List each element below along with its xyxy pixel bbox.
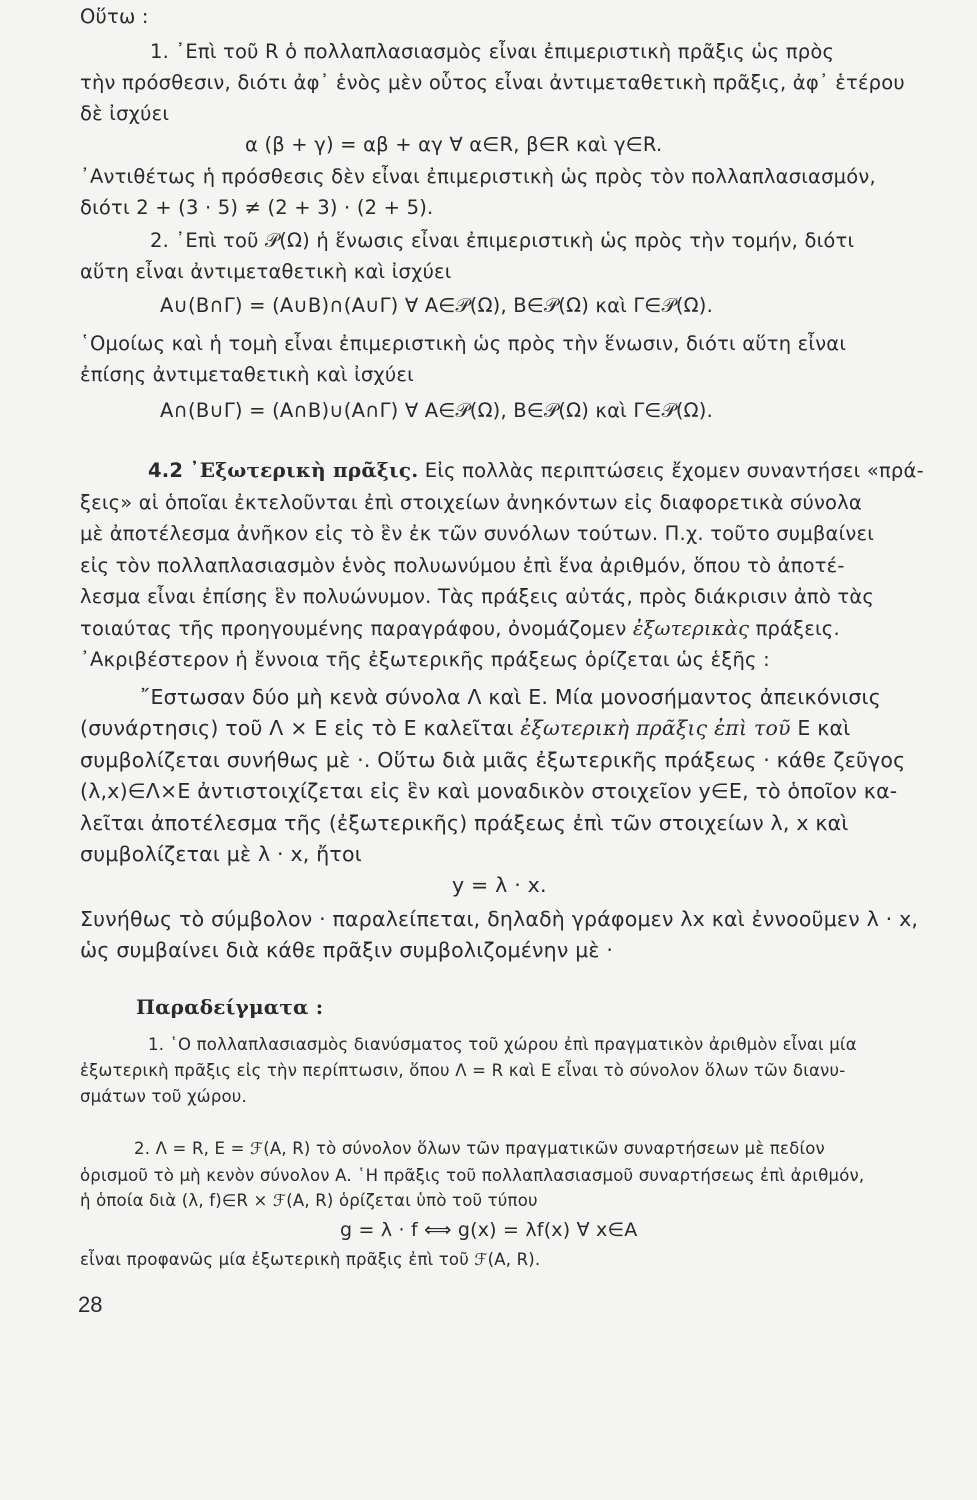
- para-5-line-5: λεσμα εἶναι ἐπίσης ἓν πολυώνυμον. Τὰς πράξεις αὐτάς, πρὸς διάκρισιν ἀπὸ τὰς: [80, 585, 875, 608]
- section-number: 4.2: [148, 459, 184, 482]
- example-2-end: εἶναι προφανῶς μία ἐξωτερικὴ πρᾶξις ἐπὶ τοῦ ℱ(A, R).: [80, 1250, 541, 1269]
- para-5-line-6-text: τοιαύτας τῆς προηγουμένης παραγράφου, ὀνομάζομεν: [80, 617, 627, 640]
- section-title: ᾽Εξωτερικὴ πρᾶξις.: [189, 458, 419, 482]
- example-2-line-2: ὁρισμοῦ τὸ μὴ κενὸν σύνολον A. ῾Η πρᾶξις τοῦ πολλαπλασιασμοῦ συναρτήσεως ἐπὶ ἀριθμόν,: [80, 1166, 865, 1185]
- examples-heading: Παραδείγματα :: [136, 995, 324, 1019]
- formula-2: A∪(B∩Γ) = (A∪B)∩(A∪Γ) ∀ A∈𝒫(Ω), B∈𝒫(Ω) καὶ Γ∈𝒫(Ω).: [160, 294, 713, 317]
- example-2-line-1: 2. Λ = R, Ε = ℱ(A, R) τὸ σύνολον ὅλων τῶν πραγματικῶν συναρτήσεων μὲ πεδίον: [134, 1139, 825, 1158]
- para-6-line-1: Συνήθως τὸ σύμβολον · παραλείπεται, δηλαδὴ γράφομεν λx καὶ ἐννοοῦμεν λ · x,: [80, 907, 919, 931]
- section-heading-line: [148, 455, 940, 486]
- definition-line-6: συμβολίζεται μὲ λ · x, ἤτοι: [80, 842, 362, 866]
- para-4-line-2: ἐπίσης ἀντιμεταθετικὴ καὶ ἰσχύει: [80, 363, 414, 386]
- para-3-line-1: 2. ᾽Επὶ τοῦ 𝒫(Ω) ἡ ἕνωσις εἶναι ἐπιμεριστικὴ ὡς πρὸς τὴν τομήν, διότι: [150, 229, 855, 252]
- para-1-line-1: 1. ᾽Επὶ τοῦ R ὁ πολλαπλασιασμὸς εἶναι ἐπιμεριστικὴ πρᾶξις ὡς πρὸς: [150, 40, 835, 63]
- para-5-line-3: μὲ ἀποτέλεσμα ἀνῆκον εἰς τὸ ἓν ἐκ τῶν συνόλων τούτων. Π.χ. τοῦτο συμβαίνει: [80, 522, 874, 545]
- definition-line-1: ῎Εστωσαν δύο μὴ κενὰ σύνολα Λ καὶ Ε. Μία μονοσήμαντος ἀπεικόνισις: [140, 685, 881, 709]
- para-5-line-2: ξεις» αἱ ὁποῖαι ἐκτελοῦνται ἐπὶ στοιχείων ἀνηκόντων εἰς διαφορετικὰ σύνολα: [80, 491, 862, 514]
- para-4-line-1: ῾Ομοίως καὶ ἡ τομὴ εἶναι ἐπιμεριστικὴ ὡς πρὸς τὴν ἕνωσιν, διότι αὕτη εἶναι: [80, 332, 847, 355]
- example-2-line-3: ἡ ὁποία διὰ (λ, f)∈R × ℱ(A, R) ὁρίζεται ὑπὸ τοῦ τύπου: [80, 1191, 538, 1210]
- formula-3: A∩(B∪Γ) = (A∩B)∪(A∩Γ) ∀ A∈𝒫(Ω), B∈𝒫(Ω) καὶ Γ∈𝒫(Ω).: [160, 399, 713, 422]
- term-external-operation: ἐξωτερικὴ πρᾶξις ἐπὶ τοῦ: [520, 716, 791, 740]
- definition-line-2-text: (συνάρτησις) τοῦ Λ × Ε εἰς τὸ Ε καλεῖται: [80, 716, 514, 740]
- para-5-line-4: εἰς τὸν πολλαπλασιασμὸν ἑνὸς πολυωνύμου ἐπὶ ἕνα ἀριθμόν, ὅπου τὸ ἀποτέ-: [80, 554, 845, 577]
- example-1-line-1: 1. ῾Ο πολλαπλασιασμὸς διανύσματος τοῦ χώρου ἐπὶ πραγματικὸν ἀριθμὸν εἶναι μία: [148, 1035, 857, 1054]
- para-5-line-6-end: πράξεις.: [755, 617, 840, 640]
- para-2-line-2: διότι 2 + (3 · 5) ≠ (2 + 3) · (2 + 5).: [80, 196, 434, 219]
- definition-line-2: [80, 713, 940, 743]
- para-3-line-2: αὕτη εἶναι ἀντιμεταθετικὴ καὶ ἰσχύει: [80, 260, 452, 283]
- definition-line-4: (λ,x)∈Λ×Ε ἀντιστοιχίζεται εἰς ἓν καὶ μοναδικὸν στοιχεῖον y∈Ε, τὸ ὁποῖον κα-: [80, 779, 898, 803]
- term-external: ἐξωτερικὰς: [632, 617, 750, 640]
- para-6-line-2: ὡς συμβαίνει διὰ κάθε πρᾶξιν συμβολιζομένην μὲ ·: [80, 938, 614, 962]
- example-1-line-3: σμάτων τοῦ χώρου.: [80, 1087, 247, 1106]
- formula-1: α (β + γ) = αβ + αγ ∀ α∈R, β∈R καὶ γ∈R.: [245, 133, 663, 156]
- section-text: Εἰς πολλὰς περιπτώσεις ἔχομεν συναντήσει «πρά-: [424, 459, 924, 482]
- formula-5: g = λ · f ⟺ g(x) = λf(x) ∀ x∈A: [340, 1219, 638, 1241]
- definition-line-2-end: Ε καὶ: [797, 716, 851, 740]
- example-1-line-2: ἐξωτερικὴ πρᾶξις εἰς τὴν περίπτωσιν, ὅπου Λ = R καὶ Ε εἶναι τὸ σύνολον ὅλων τῶν διανυ-: [80, 1061, 846, 1080]
- para-1-line-3: δὲ ἰσχύει: [80, 102, 170, 125]
- para-1-line-2: τὴν πρόσθεσιν, διότι ἀφ᾽ ἑνὸς μὲν οὗτος εἶναι ἀντιμεταθετικὴ πρᾶξις, ἀφ᾽ ἑτέρου: [80, 71, 905, 94]
- definition-line-5: λεῖται ἀποτέλεσμα τῆς (ἐξωτερικῆς) πράξεως ἐπὶ τῶν στοιχείων λ, x καὶ: [80, 811, 849, 835]
- para-5-line-6: [80, 614, 940, 644]
- formula-4: y = λ · x.: [452, 873, 547, 897]
- page-number: 28: [78, 1292, 103, 1317]
- definition-line-3: συμβολίζεται συνήθως μὲ ·. Οὕτω διὰ μιᾶς ἐξωτερικῆς πράξεως · κάθε ζεῦγος: [80, 748, 906, 772]
- intro: Οὕτω :: [80, 5, 149, 28]
- para-5-line-7: ᾽Ακριβέστερον ἡ ἔννοια τῆς ἐξωτερικῆς πράξεως ὁρίζεται ὡς ἑξῆς :: [80, 648, 770, 671]
- para-2-line-1: ᾽Αντιθέτως ἡ πρόσθεσις δὲν εἶναι ἐπιμεριστικὴ ὡς πρὸς τὸν πολλαπλασιασμόν,: [80, 165, 876, 188]
